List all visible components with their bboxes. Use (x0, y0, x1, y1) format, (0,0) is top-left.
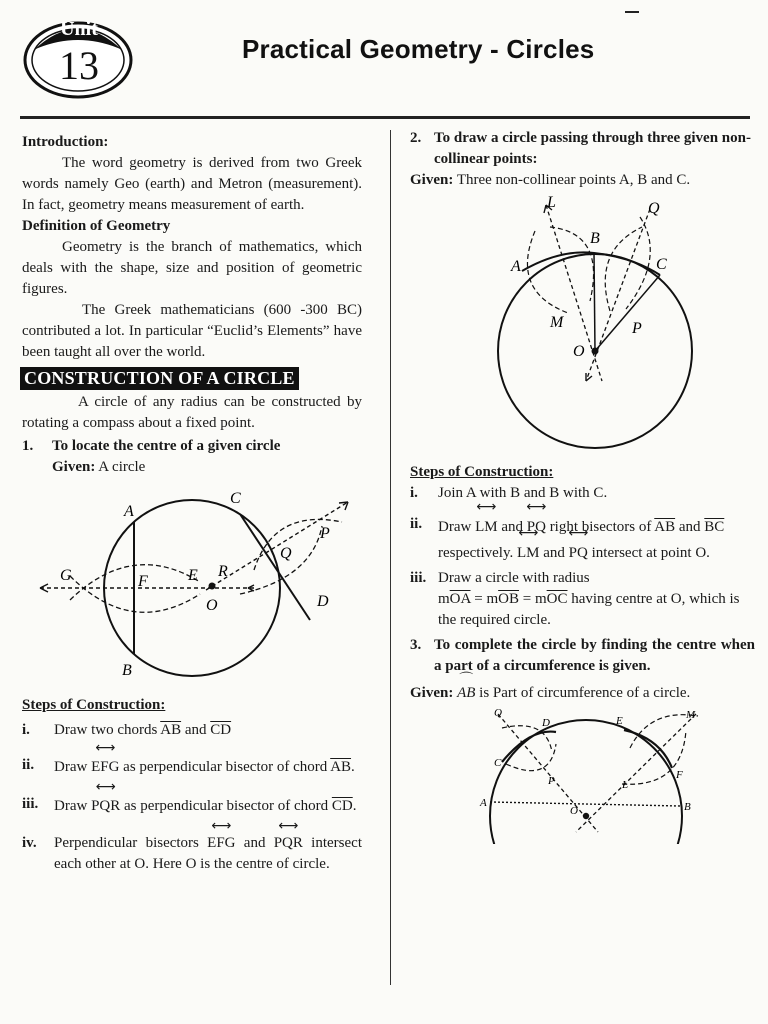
section-1-number: 1. (22, 438, 34, 454)
step-text-part: Draw (54, 759, 92, 775)
line-pqr: ⟷ PQR (91, 794, 120, 819)
step-1-i (22, 720, 362, 741)
greek-text: The Greek mathematicians (600 -300 BC) contributed a lot. In particular “Euclid’s Elements” have been taught all over the world. (22, 302, 362, 360)
step-text (438, 514, 755, 566)
unit-number: 13 (59, 43, 99, 88)
top-mark (625, 11, 639, 13)
step-text (54, 833, 362, 875)
step-text (54, 755, 362, 780)
label-O: O (206, 597, 218, 614)
label-O: O (570, 805, 578, 817)
label-G: G (60, 567, 72, 584)
label-Q: Q (648, 200, 660, 217)
given-text: A circle (98, 459, 146, 475)
step-number: iii. (410, 570, 427, 586)
figure-complete-circle (410, 704, 755, 844)
step-number: iii. (22, 796, 39, 812)
chord-ab: $\overline{AB}$ (160, 722, 182, 738)
step-text: Join A with B and B with C. (438, 485, 608, 501)
step-text-part: as perpendicular bisector of chord (119, 759, 331, 775)
label-Q: Q (494, 707, 502, 719)
step-2-iii (410, 568, 755, 631)
label-L: L (547, 194, 556, 211)
label-Q: Q (280, 545, 292, 562)
section-2-heading (410, 128, 755, 170)
line-pqr: ⟷ PQR (274, 833, 303, 854)
step-text-part: and (235, 835, 274, 851)
step-text-part: respectively. (438, 545, 517, 561)
section-2-given (410, 170, 755, 191)
chord-cd: $\overline{CD}$ (331, 798, 353, 814)
line-pq: ⟷ PQ (569, 540, 588, 566)
step-2-i (410, 483, 755, 504)
step-text-part: Draw (438, 519, 476, 535)
label-F: F (138, 573, 148, 590)
definition-heading: Definition of Geometry (22, 218, 171, 234)
label-A: A (124, 503, 134, 520)
step-number: ii. (410, 516, 423, 532)
step-1-iii (22, 794, 362, 819)
label-A: A (511, 258, 521, 275)
section-1-heading (22, 436, 362, 457)
figure-three-points (410, 191, 755, 456)
step-text-part: and (497, 519, 527, 535)
step-text-part: as perpendicular bisector of chord (120, 798, 332, 814)
left-column (22, 132, 362, 875)
label-D: D (317, 593, 329, 610)
segment-bc: $\overline{BC}$ (704, 519, 725, 535)
header-rule (20, 116, 750, 119)
step-number: iv. (22, 835, 37, 851)
given-text: Three non-collinear points A, B and C. (456, 172, 691, 188)
label-O: O (573, 343, 585, 360)
step-number: i. (410, 485, 418, 501)
section-3-number: 3. (410, 637, 422, 653)
section-1-title: To locate the centre of a given circle (52, 438, 281, 454)
step-text-part: Perpendicular bisectors (54, 835, 208, 851)
definition-text: Geometry is the branch of mathematics, which deals with the shape, size and position of geometric figures. (22, 239, 362, 297)
given-label: Given: (52, 459, 96, 475)
segment-ob: $\overline{OB}$ (498, 591, 519, 607)
section-2-title: To draw a circle passing through three given non-collinear points: (434, 130, 751, 167)
step-text-part: intersect each other at O. Here O is the centre of circle. (54, 835, 362, 872)
given-label: Given: (410, 172, 454, 188)
label-B: B (122, 662, 132, 679)
step-text-part: intersect at point O. (587, 545, 710, 561)
step-text-part: and (539, 545, 569, 561)
step-1-ii (22, 755, 362, 780)
label-L: L (622, 779, 629, 791)
step-2-ii (410, 514, 755, 566)
line-efg: ⟷ EFG (91, 755, 119, 780)
label-M: M (686, 709, 696, 721)
section-1-given (22, 457, 362, 478)
label-C: C (656, 256, 667, 273)
step-text-part: . (351, 759, 355, 775)
column-divider (390, 130, 391, 985)
label-A: A (480, 797, 487, 809)
construction-banner: CONSTRUCTION OF A CIRCLE (20, 367, 299, 390)
step-text-part: and (675, 519, 705, 535)
steps-heading-2: Steps of Construction: (410, 464, 554, 480)
step-number: ii. (22, 757, 35, 773)
arc-ab: ⌒ AB (457, 683, 475, 704)
step-text-part: . (352, 798, 357, 814)
section-3-title: To complete the circle by finding the centre when a part of a circumference is given. (434, 637, 755, 674)
label-E: E (616, 715, 623, 727)
step-text-part: Draw a circle with radius (438, 570, 590, 586)
line-pq: ⟷ PQ (527, 514, 546, 540)
step-1-iv (22, 833, 362, 875)
line-lm: ⟷ LM (517, 540, 540, 566)
step-text-part: right bisectors of (545, 519, 655, 535)
given-text: is Part of circumference of a circle. (475, 685, 691, 701)
construction-text: A circle of any radius can be constructed by rotating a compass about a fixed point. (22, 394, 362, 431)
label-D: D (542, 717, 550, 729)
label-C: C (494, 757, 502, 769)
label-C: C (230, 490, 241, 507)
step-text (54, 720, 362, 741)
step-text (54, 794, 362, 819)
label-E: E (188, 567, 198, 584)
label-P: P (632, 320, 642, 337)
segment-ab: $\overline{AB}$ (654, 519, 676, 535)
right-column (410, 128, 755, 844)
label-R: R (218, 563, 228, 580)
label-P: P (320, 525, 330, 542)
line-lm: ⟷ LM (475, 514, 498, 540)
step-text-part: having centre at O, which is the required circle. (438, 591, 740, 628)
chord-ab: $\overline{AB}$ (330, 759, 352, 775)
introduction-heading: Introduction: (22, 134, 109, 150)
step-text (438, 568, 755, 631)
section-3-given (410, 683, 755, 704)
label-F: F (676, 769, 683, 781)
section-2-number: 2. (410, 130, 422, 146)
step-text-part: Draw (54, 798, 92, 814)
figure-locate-centre (22, 478, 362, 693)
label-P: P (548, 775, 555, 787)
chord-cd: $\overline{CD}$ (210, 722, 232, 738)
page-header (0, 0, 768, 120)
unit-label: Unit (60, 18, 98, 40)
step-text-part: Draw two chords (54, 722, 161, 738)
label-M: M (550, 314, 564, 331)
step-number: i. (22, 722, 30, 738)
line-efg: ⟷ EFG (207, 833, 235, 854)
segment-oc: $\overline{OC}$ (546, 591, 568, 607)
step-text-part: and (181, 722, 211, 738)
radius-equation: $m\overline{OA} = m\overline{OB} = m\overline{OC}$ (438, 591, 568, 607)
steps-heading-1: Steps of Construction: (22, 697, 166, 713)
segment-oa: $\overline{OA}$ (449, 591, 471, 607)
label-B: B (684, 801, 691, 813)
given-label: Given: (410, 685, 454, 701)
introduction-text: The word geometry is derived from two Greek words namely Geo (earth) and Metron (measurement). In fact, geometry means measurement of earth. (22, 155, 362, 213)
label-B: B (590, 230, 600, 247)
page-title: Practical Geometry - Circles (242, 34, 595, 64)
